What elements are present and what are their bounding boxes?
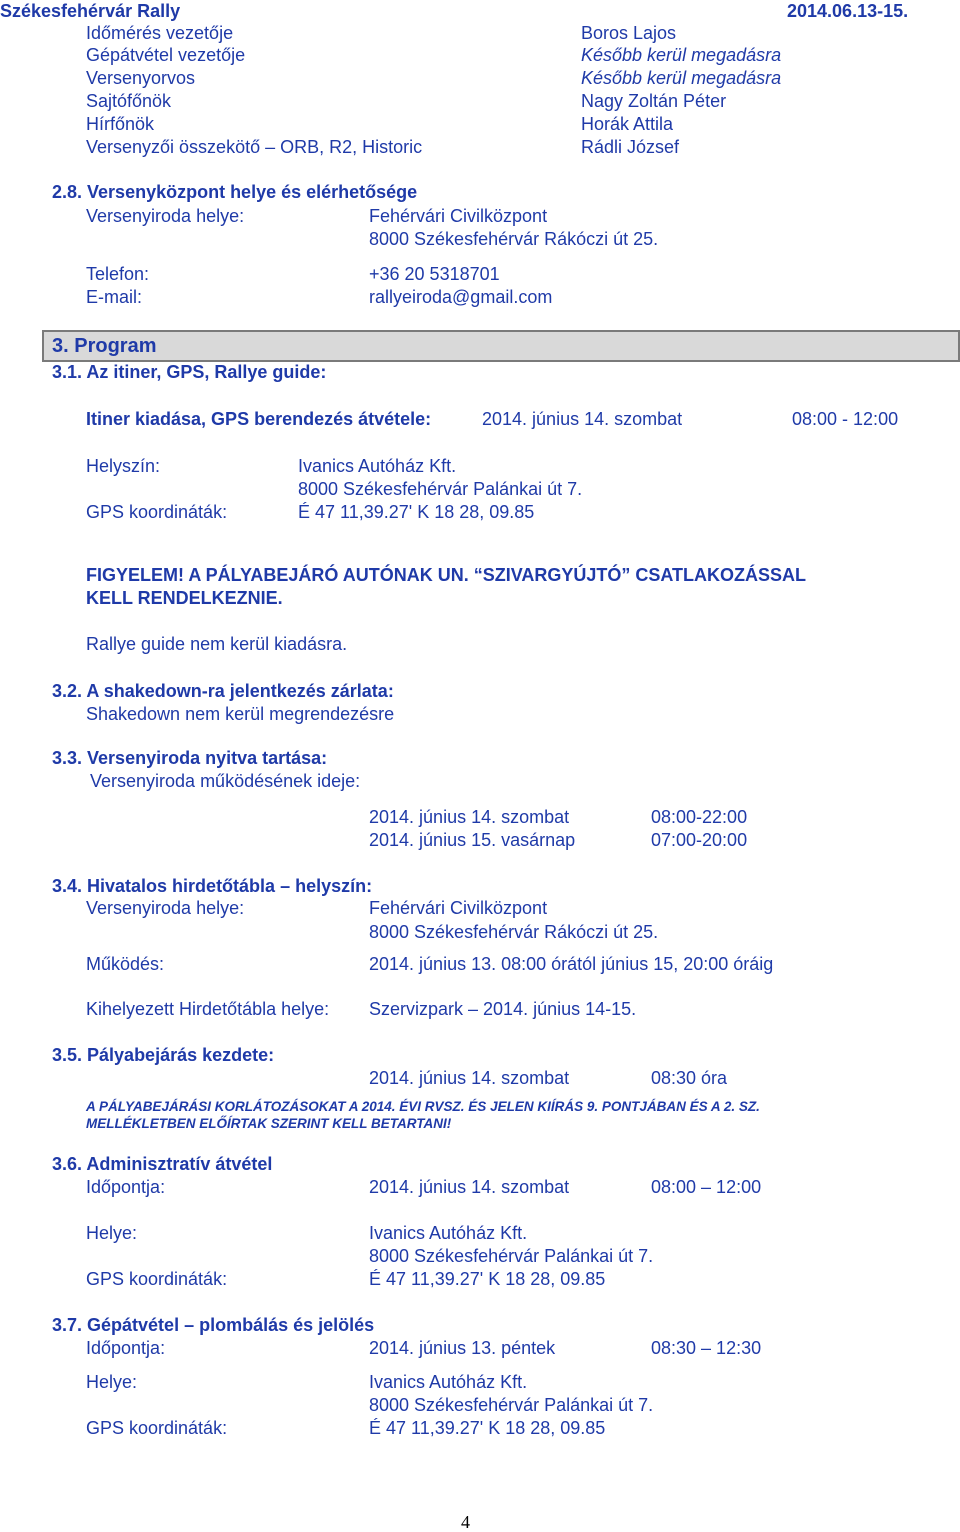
admin-gps-value: É 47 11,39.27' K 18 28, 09.85 (369, 1269, 606, 1289)
board-office-label: Versenyiroda helye: (86, 898, 245, 918)
itiner-date: 2014. június 14. szombat (482, 409, 683, 429)
place-address: 8000 Székesfehérvár Palánkai út 7. (298, 479, 583, 499)
outer-board-label: Kihelyezett Hirdetőtábla helye: (86, 999, 330, 1019)
phone-label: Telefon: (86, 264, 150, 284)
admin-place-address: 8000 Székesfehérvár Palánkai út 7. (369, 1246, 654, 1266)
scrutiny-gps-label: GPS koordináták: (86, 1418, 228, 1438)
gps-value: É 47 11,39.27' K 18 28, 09.85 (298, 502, 535, 522)
official-role: Időmérés vezetője (86, 23, 234, 43)
board-office-name: Fehérvári Civilközpont (369, 898, 548, 918)
scrutiny-place-address: 8000 Székesfehérvár Palánkai út 7. (369, 1395, 654, 1415)
board-office-address: 8000 Székesfehérvár Rákóczi út 25. (369, 922, 659, 942)
scrutiny-time-label: Időpontja: (86, 1338, 166, 1358)
official-name: Rádli József (581, 137, 680, 157)
office-address: 8000 Székesfehérvár Rákóczi út 25. (369, 229, 659, 249)
recce-note-line-1: A PÁLYABEJÁRÁSI KORLÁTOZÁSOKAT A 2014. ÉVI RVSZ. ÉS JELEN KIÍRÁS 9. PONTJÁBAN ÉS A 2. SZ. (86, 1099, 760, 1114)
official-role: Versenyzői összekötő – ORB, R2, Historic (86, 137, 423, 157)
official-role: Gépátvétel vezetője (86, 45, 246, 65)
place-name: Ivanics Autóház Kft. (298, 456, 457, 476)
board-op-label: Működés: (86, 954, 165, 974)
official-name: Boros Lajos (581, 23, 677, 43)
document-date: 2014.06.13-15. (787, 1, 909, 21)
official-role: Sajtófőnök (86, 91, 172, 111)
itiner-time: 08:00 - 12:00 (792, 409, 899, 429)
office-hours-date: 2014. június 15. vasárnap (369, 830, 576, 850)
section-3-heading: 3. Program (52, 335, 157, 357)
recce-time: 08:30 óra (651, 1068, 728, 1088)
official-name: Később kerül megadásra (581, 45, 782, 65)
admin-date: 2014. június 14. szombat (369, 1177, 570, 1197)
office-hours-sub: Versenyiroda működésének ideje: (90, 771, 361, 791)
scrutiny-place-label: Helye: (86, 1372, 138, 1392)
admin-place-label: Helye: (86, 1223, 138, 1243)
board-op-value: 2014. június 13. 08:00 órától június 15, 20:00 óráig (369, 954, 774, 974)
scrutiny-date: 2014. június 13. péntek (369, 1338, 556, 1358)
scrutiny-time: 08:30 – 12:30 (651, 1338, 762, 1358)
phone-value: +36 20 5318701 (369, 264, 500, 284)
office-hours-date: 2014. június 14. szombat (369, 807, 570, 827)
section-3-5-heading: 3.5. Pályabejárás kezdete: (52, 1045, 275, 1065)
recce-date: 2014. június 14. szombat (369, 1068, 570, 1088)
admin-gps-label: GPS koordináták: (86, 1269, 228, 1289)
office-hours-time: 07:00-20:00 (651, 830, 748, 850)
document-title: Székesfehérvár Rally (0, 1, 181, 21)
page-number: 4 (461, 1512, 470, 1532)
section-2-8-heading: 2.8. Versenyközpont helye és elérhetősége (52, 182, 418, 202)
guide-note: Rallye guide nem kerül kiadásra. (86, 634, 348, 654)
warning-line-2: KELL RENDELKEZNIE. (86, 588, 283, 608)
official-role: Versenyorvos (86, 68, 196, 88)
scrutiny-gps-value: É 47 11,39.27' K 18 28, 09.85 (369, 1418, 606, 1438)
office-label: Versenyiroda helye: (86, 206, 245, 226)
official-name: Nagy Zoltán Péter (581, 91, 727, 111)
email-label: E-mail: (86, 287, 143, 307)
section-3-7-heading: 3.7. Gépátvétel – plombálás és jelölés (52, 1315, 375, 1335)
official-name: Később kerül megadásra (581, 68, 782, 88)
official-name: Horák Attila (581, 114, 674, 134)
admin-place-name: Ivanics Autóház Kft. (369, 1223, 528, 1243)
shakedown-note: Shakedown nem kerül megrendezésre (86, 704, 395, 724)
section-3-4-heading: 3.4. Hivatalos hirdetőtábla – helyszín: (52, 876, 373, 896)
recce-note-line-2: MELLÉKLETBEN ELŐÍRTAK SZERINT KELL BETARTANI! (86, 1116, 452, 1131)
gps-label: GPS koordináták: (86, 502, 228, 522)
program-section-bar (42, 330, 960, 362)
section-3-1-heading: 3.1. Az itiner, GPS, Rallye guide: (52, 362, 327, 382)
place-label: Helyszín: (86, 456, 161, 476)
official-role: Hírfőnök (86, 114, 155, 134)
admin-time-label: Időpontja: (86, 1177, 166, 1197)
section-3-6-heading: 3.6. Adminisztratív átvétel (52, 1154, 273, 1174)
office-hours-time: 08:00-22:00 (651, 807, 748, 827)
section-3-3-heading: 3.3. Versenyiroda nyitva tartása: (52, 748, 328, 768)
office-name: Fehérvári Civilközpont (369, 206, 548, 226)
section-3-2-heading: 3.2. A shakedown-ra jelentkezés zárlata: (52, 681, 394, 701)
admin-time: 08:00 – 12:00 (651, 1177, 762, 1197)
warning-line-1: FIGYELEM! A PÁLYABEJÁRÓ AUTÓNAK UN. “SZIVARGYÚJTÓ” CSATLAKOZÁSSAL (86, 565, 807, 585)
itiner-label: Itiner kiadása, GPS berendezés átvétele: (86, 409, 432, 429)
email-value: rallyeiroda@gmail.com (369, 287, 553, 307)
scrutiny-place-name: Ivanics Autóház Kft. (369, 1372, 528, 1392)
outer-board-value: Szervizpark – 2014. június 14-15. (369, 999, 637, 1019)
